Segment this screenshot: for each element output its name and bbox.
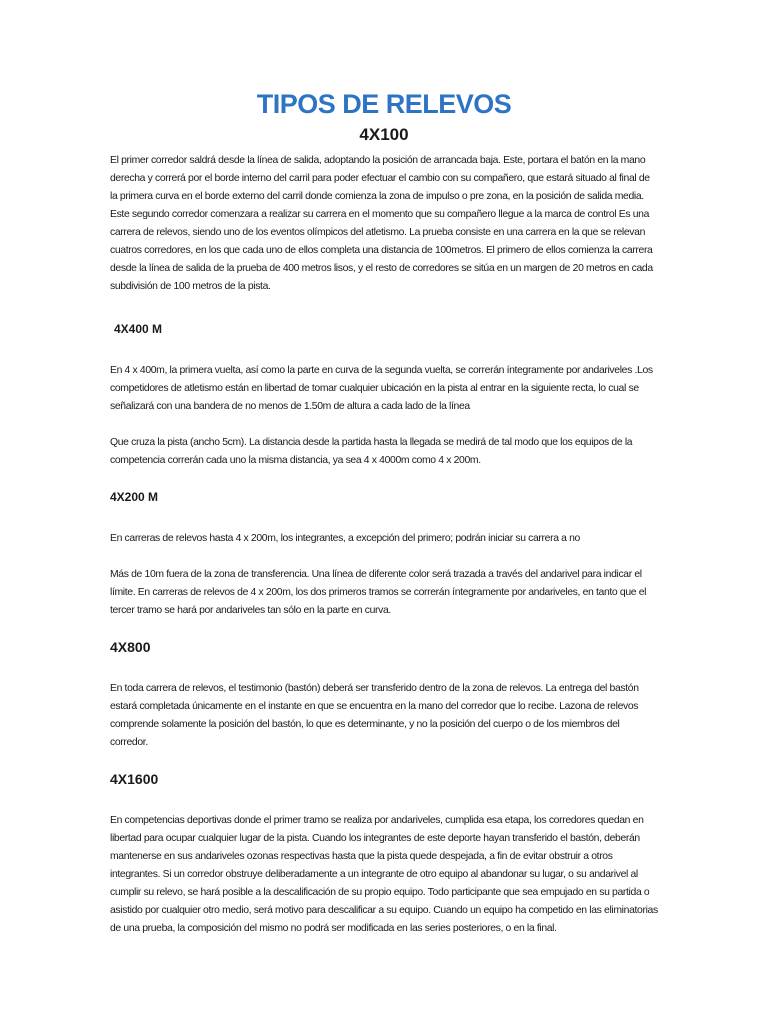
section-paragraph-4x1600: En competencias deportivas donde el primer tramo se realiza por andariveles, cumplida esa etapa, los corredores quedan en libertad para ocupar cualquier lugar de la pista. Cuando los integrantes de este deporte hayan transferido el bastón, deberán mantenerse en sus andariveles ozonas respectivas hasta que la pista quede despejada, a fin de evitar obstruir a otros integrantes. Si un corredor obstruye deliberadamente a un integrante de otro equipo al abandonar su lugar, o su andarivel al cumplir su relevo, se hará posible a la descalificación de su propio equipo. Todo participante que sea empujado en su partida o asistido por cualquier otro medio, será motivo para descalificar a su equipo. Cuando un equipo ha competido en las eliminatorias de una prueba, la composición del mismo no podrá ser modificada en las series posteriores, o en la final. — [110, 815, 658, 934]
section-paragraph-4x200-b: Más de 10m fuera de la zona de transferencia. Una línea de diferente color será trazada a través del andarivel para indicar el límite. En carreras de relevos de 4 x 200m, los dos primeros tramos se correrán íntegramente por andariveles, en tanto que el tercer tramo se hará por andariveles tan sólo en la parte en curva. — [110, 569, 647, 616]
section-heading-4x1600: 4X1600 — [110, 771, 159, 787]
section-heading-4x800: 4X800 — [110, 639, 151, 655]
section-paragraph-4x400-b: Que cruza la pista (ancho 5cm). La distancia desde la partida hasta la llegada se medirá de tal modo que los equipos de la competencia correrán cada uno la misma distancia, ya sea 4 x 4000m como 4 x 200m. — [110, 437, 633, 466]
section-paragraph-4x400-a: En 4 x 400m, la primera vuelta, así como la parte en curva de la segunda vuelta, se correrán íntegramente por andariveles .Los competidores de atletismo están en libertad de tomar cualquier ubicación en la pista al entrar en la siguiente recta, lo cual se señalizará con una bandera de no menos de 1.50m de altura a cada lado de la línea — [110, 365, 653, 412]
section-paragraph-4x800: En toda carrera de relevos, el testimonio (bastón) deberá ser transferido dentro de la zona de relevos. La entrega del bastón estará completada únicamente en el instante en que se encuentra en la mano del corredor que lo recibe. Lazona de relevos comprende solamente la posición del bastón, lo que es determinante, y no la posición del cuerpo o de los miembros del corredor. — [110, 683, 639, 748]
document-title: TIPOS DE RELEVOS — [256, 89, 512, 119]
section-paragraph-4x200-a: En carreras de relevos hasta 4 x 200m, los integrantes, a excepción del primero; podrán iniciar su carrera a no — [110, 533, 580, 544]
section-heading-4x100: 4X100 — [359, 125, 409, 144]
section-paragraph-4x100: El primer corredor saldrá desde la línea de salida, adoptando la posición de arrancada baja. Este, portara el batón en la mano derecha y correrá por el borde interno del carril para poder efectuar el cambio con su compañero, que estará situado al final de la primera curva en el borde externo del carril donde comienza la zona de impulso o pre zona, en la posición de salida media. Este segundo corredor comenzara a realizar su carrera en el momento que su compañero llegue a la marca de control Es una carrera de relevos, siendo uno de los eventos olímpicos del atletismo. La prueba consiste en una carrera en la que se relevan cuatros corredores, en los que cada uno de ellos completa una distancia de 100metros. El primero de ellos comienza la carrera desde la línea de salida de la prueba de 400 metros lisos, y el resto de corredores se sitúa en un margen de 20 metros en cada subdivisión de 100 metros de la pista. — [110, 155, 653, 292]
section-heading-4x200: 4X200 M — [110, 490, 159, 504]
section-heading-4x400: 4X400 M — [114, 322, 163, 336]
